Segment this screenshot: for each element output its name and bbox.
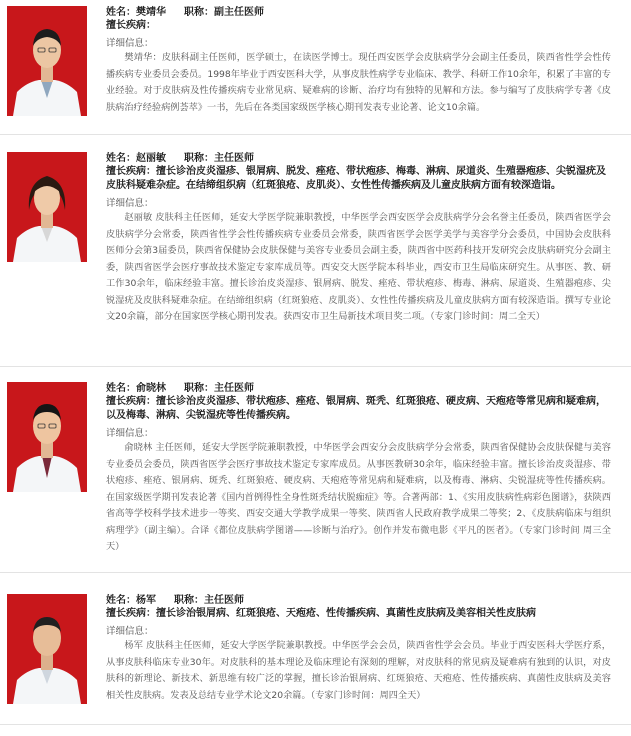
doctor-card xyxy=(0,6,631,135)
doctor-detail: 杨军 皮肤科主任医师，延安大学医学院兼职教授。中华医学会会员，陕西省性学会会员。毕业于西安医科大学医疗系，从事皮肤科临床专业30年。对皮肤科的基本理论及临床理论有深刻的理解，对皮肤科的常见病及疑难病有独到的认识，对皮肤科的新理论、新技术、新思维有较广泛的掌握，擅长诊治银屑病、红斑狼疮、天疱疮、性传播疾病、真菌性皮肤病及美容相关性皮肤病。发表及总结专业学术论文20余篇。（专家门诊时间：周四全天） xyxy=(106,640,611,701)
doctor-portrait-icon xyxy=(7,594,87,704)
doctor-card xyxy=(0,152,631,367)
doctor-info xyxy=(106,6,611,116)
doctor-portrait-icon xyxy=(7,152,87,262)
doctor-header xyxy=(106,6,611,19)
doctor-portrait-icon xyxy=(7,382,87,492)
doctor-name: 姓名：俞晓林 xyxy=(106,383,166,394)
doctor-photo xyxy=(7,382,87,492)
doctor-info xyxy=(106,382,611,556)
doctor-photo xyxy=(7,152,87,262)
doctor-title: 职称：主任医师 xyxy=(184,383,254,394)
doctor-specialty: 擅长疾病：擅长诊治皮炎湿疹、带状疱疹、痤疮、银屑病、斑秃、红斑狼疮、硬皮病、天疱疮等常见病和疑难病，以及梅毒、淋病、尖锐湿疣等性传播疾病。 xyxy=(106,396,606,421)
doctor-portrait-icon xyxy=(7,6,87,116)
doctor-detail: 赵丽敏 皮肤科主任医师，延安大学医学院兼职教授，中华医学会西安医学会皮肤病学分会名誉主任委员，陕西省医学会皮肤病学分会常委，陕西省性学会性传播疾病专业委员会常委，陕西省医学会医学美学与美容学分会委员，中国协会皮肤科医师分会第3届委员，陕西省保健协会皮肤保健与美容专业委员会副主委，陕西省中医药科技开发研究会皮肤病研究分会副主委，陕西省医学会医疗事故技术鉴定专家库成员等。西安交大医学院本科毕业，西安市卫生局临床研究生。从事医、教、研工作30余年，临床经验丰富。擅长诊治皮炎湿疹、银屑病、脱发、痤疮、带状疱疹、梅毒、淋病、尿道炎、生殖器疱疹、尖锐湿疣及皮肤科疑难杂症。在结缔组织病（红斑狼疮、皮肌炎）、女性性传播疾病及儿童皮肤病方面有较深造诣。撰写专业论文20余篇，部分在国家医学核心期刊发表。获西安市卫生局新技术项目奖二项。（专家门诊时间：周二全天） xyxy=(106,212,611,322)
detail-label: 详细信息： xyxy=(106,38,154,49)
doctor-info xyxy=(106,152,611,326)
doctor-name: 姓名：赵丽敏 xyxy=(106,153,166,164)
doctor-name: 姓名：杨军 xyxy=(106,595,156,606)
doctor-specialty: 擅长疾病：擅长诊治银屑病、红斑狼疮、天疱疮、性传播疾病、真菌性皮肤病及美容相关性皮肤病 xyxy=(106,608,536,619)
doctor-detail: 樊靖华：皮肤科副主任医师，医学硕士，在读医学博士。现任西安医学会皮肤病学分会副主任委员，陕西省性学会性传播疾病专业委员会委员。1998年毕业于西安医科大学，从事皮肤性病学专业临床、教学、科研工作10余年，积累了丰富的专业经验。对于皮肤病及性传播疾病专业常见病、疑难病的诊断、治疗均有独特的见解和方法。参与编写了皮肤病学专著《皮肤病治疗经验病例荟萃》一书，先后在各类国家级医学核心期刊发表专业论著、论文10余篇。 xyxy=(106,52,611,113)
doctor-detail: 俞晓林 主任医师，延安大学医学院兼职教授，中华医学会西安分会皮肤病学分会常委，陕西省保健协会皮肤保健与美容专业委员会委员，陕西省医学会医疗事故技术鉴定专家库成员。从事医教研30余年，临床经验丰富。擅长诊治皮炎湿疹、带状疱疹、痤疮、银屑病、斑秃、红斑狼疮、硬皮病、天疱疮等常见病和疑难病，以及梅毒、淋病、尖锐湿疣等性传播疾病。在国家级医学期刊发表论著《国内首例得性全身性斑秃结状脱痂症》等。合著两部：1、《实用皮肤病性病彩色图谱》，获陕西省高等学校科学技术进步一等奖、西安交通大学教学成果一等奖、陕西省人民政府教学成果二等奖；2、《皮肤病临床与组织病理学》（副主编）。合译《都位皮肤病学图谱——诊断与治疗》。创作并发布微电影《平凡的医者》。（专家门诊时间 周三全天） xyxy=(106,442,611,552)
doctor-title: 职称：主任医师 xyxy=(184,153,254,164)
doctor-info xyxy=(106,594,611,704)
doctor-specialty: 擅长疾病： xyxy=(106,20,156,31)
detail-label: 详细信息： xyxy=(106,626,154,637)
doctor-card xyxy=(0,594,631,725)
doctor-title: 职称：主任医师 xyxy=(174,595,244,606)
doctor-title: 职称：副主任医师 xyxy=(184,7,264,18)
doctor-specialty: 擅长疾病：擅长诊治皮炎湿疹、银屑病、脱发、痤疮、带状疱疹、梅毒、淋病、尿道炎、生殖器疱疹、尖锐湿疣及皮肤科疑难杂症。在结缔组织病（红斑狼疮、皮肌炎）、女性性传播疾病及儿童皮肤病方面有较深造诣。 xyxy=(106,166,606,191)
doctor-card xyxy=(0,382,631,573)
doctor-header xyxy=(106,594,611,607)
doctor-photo xyxy=(7,6,87,116)
doctor-header xyxy=(106,382,611,395)
detail-label: 详细信息： xyxy=(106,428,154,439)
doctor-photo xyxy=(7,594,87,704)
detail-label: 详细信息： xyxy=(106,198,154,209)
doctor-name: 姓名：樊靖华 xyxy=(106,7,166,18)
doctor-header xyxy=(106,152,611,165)
